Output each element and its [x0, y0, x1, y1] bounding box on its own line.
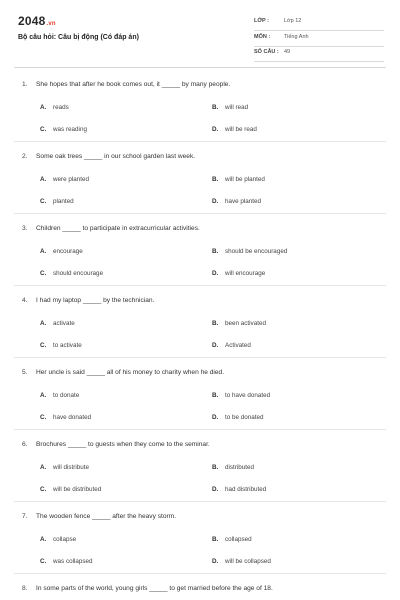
- option-text: collapse: [53, 536, 77, 543]
- question-item: [0, 214, 400, 286]
- option-text: been activated: [225, 320, 266, 327]
- option-letter: D.: [212, 126, 219, 133]
- option-letter: B.: [212, 320, 219, 327]
- meta-subject-row: [254, 31, 384, 47]
- option-b[interactable]: [212, 176, 265, 183]
- question-item: [0, 286, 400, 358]
- option-text: was reading: [53, 126, 87, 133]
- option-letter: A.: [40, 320, 47, 327]
- question-item: [0, 502, 400, 574]
- meta-grade-label: LỚP :: [254, 18, 269, 24]
- logo-domain-suffix: .vn: [46, 21, 56, 27]
- option-text: will be collapsed: [225, 558, 271, 565]
- option-b[interactable]: [212, 392, 270, 399]
- option-b[interactable]: [212, 104, 248, 111]
- question-stem: Brochures _____ to guests when they come to the seminar.: [36, 441, 210, 448]
- meta-subject-value: Tiếng Anh: [284, 34, 309, 40]
- option-a[interactable]: [40, 104, 69, 111]
- option-letter: C.: [40, 126, 47, 133]
- option-text: have donated: [53, 414, 92, 421]
- question-text: [22, 441, 210, 448]
- option-letter: B.: [212, 464, 219, 471]
- option-a[interactable]: [40, 464, 89, 471]
- option-letter: A.: [40, 176, 47, 183]
- option-b[interactable]: [212, 536, 252, 543]
- option-text: planted: [53, 198, 74, 205]
- meta-count-label: SỐ CÂU :: [254, 49, 279, 55]
- question-stem: Some oak trees _____ in our school garden last week.: [36, 153, 196, 160]
- option-text: will be distributed: [53, 486, 102, 493]
- meta-grade-value: Lớp 12: [284, 18, 302, 24]
- option-letter: B.: [212, 248, 219, 255]
- option-letter: D.: [212, 342, 219, 349]
- question-text: [22, 225, 200, 232]
- option-text: were planted: [53, 176, 90, 183]
- option-text: to donate: [53, 392, 80, 399]
- option-text: have planted: [225, 198, 262, 205]
- question-item: [0, 358, 400, 430]
- meta-grade-row: [254, 15, 384, 31]
- option-c[interactable]: [40, 198, 74, 205]
- option-c[interactable]: [40, 342, 82, 349]
- option-text: will encourage: [225, 270, 266, 277]
- question-item: [0, 574, 400, 600]
- meta-subject-label: MÔN :: [254, 34, 271, 40]
- question-number: 1.: [22, 81, 28, 88]
- option-d[interactable]: [212, 198, 261, 205]
- option-letter: D.: [212, 198, 219, 205]
- question-text: [22, 369, 224, 376]
- option-letter: C.: [40, 198, 47, 205]
- option-letter: C.: [40, 342, 47, 349]
- site-logo[interactable]: [18, 14, 56, 28]
- option-text: had distributed: [225, 486, 267, 493]
- option-letter: C.: [40, 414, 47, 421]
- option-letter: D.: [212, 486, 219, 493]
- option-letter: D.: [212, 270, 219, 277]
- option-b[interactable]: [212, 248, 287, 255]
- option-d[interactable]: [212, 414, 264, 421]
- option-c[interactable]: [40, 486, 101, 493]
- option-c[interactable]: [40, 126, 87, 133]
- question-item: [0, 70, 400, 142]
- option-text: to have donated: [225, 392, 271, 399]
- meta-count-value: 49: [284, 49, 291, 55]
- question-item: [0, 430, 400, 502]
- option-a[interactable]: [40, 320, 75, 327]
- question-stem: The wooden fence _____ after the heavy storm.: [36, 513, 177, 520]
- question-number: 6.: [22, 441, 28, 448]
- option-text: should be encouraged: [225, 248, 288, 255]
- question-stem: In some parts of the world, young girls _____ to get married before the age of 18.: [36, 585, 273, 592]
- option-text: encourage: [53, 248, 83, 255]
- question-number: 2.: [22, 153, 28, 160]
- option-text: should encourage: [53, 270, 104, 277]
- option-text: Activated: [225, 342, 251, 349]
- question-number: 3.: [22, 225, 28, 232]
- option-letter: B.: [212, 176, 219, 183]
- question-text: [22, 585, 273, 592]
- option-text: collapsed: [225, 536, 252, 543]
- option-d[interactable]: [212, 486, 266, 493]
- option-a[interactable]: [40, 248, 83, 255]
- option-letter: B.: [212, 536, 219, 543]
- question-stem: Her uncle is said _____ all of his money to charity when he died.: [36, 369, 225, 376]
- logo-main-text: 2048: [18, 14, 46, 28]
- option-text: will distribute: [53, 464, 90, 471]
- option-letter: A.: [40, 392, 47, 399]
- option-letter: C.: [40, 558, 47, 565]
- option-text: reads: [53, 104, 69, 111]
- option-letter: B.: [212, 104, 219, 111]
- option-c[interactable]: [40, 270, 103, 277]
- option-text: to activate: [53, 342, 82, 349]
- question-text: [22, 81, 230, 88]
- option-text: activate: [53, 320, 75, 327]
- question-text: [22, 153, 195, 160]
- option-letter: C.: [40, 270, 47, 277]
- option-text: will read: [225, 104, 249, 111]
- option-d[interactable]: [212, 126, 257, 133]
- question-item: [0, 142, 400, 214]
- option-letter: C.: [40, 486, 47, 493]
- option-text: to be donated: [225, 414, 264, 421]
- option-letter: A.: [40, 104, 47, 111]
- option-text: distributed: [225, 464, 255, 471]
- question-number: 8.: [22, 585, 28, 592]
- question-text: [22, 297, 154, 304]
- question-text: [22, 513, 176, 520]
- header-divider: [14, 67, 386, 68]
- option-text: will be planted: [225, 176, 265, 183]
- option-b[interactable]: [212, 464, 254, 471]
- option-letter: A.: [40, 464, 47, 471]
- document-header: [0, 0, 400, 66]
- option-letter: D.: [212, 414, 219, 421]
- option-c[interactable]: [40, 414, 91, 421]
- option-letter: A.: [40, 248, 47, 255]
- option-text: will be read: [225, 126, 257, 133]
- option-text: was collapsed: [53, 558, 93, 565]
- option-d[interactable]: [212, 342, 251, 349]
- meta-count-row: [254, 46, 384, 62]
- option-a[interactable]: [40, 176, 89, 183]
- question-number: 7.: [22, 513, 28, 520]
- question-stem: She hopes that after he book comes out, it _____ by many people.: [36, 81, 231, 88]
- option-a[interactable]: [40, 392, 79, 399]
- option-d[interactable]: [212, 270, 265, 277]
- option-letter: D.: [212, 558, 219, 565]
- document-title: Bộ câu hỏi: Câu bị động (Có đáp án): [18, 34, 139, 41]
- question-number: 4.: [22, 297, 28, 304]
- option-letter: B.: [212, 392, 219, 399]
- option-a[interactable]: [40, 536, 76, 543]
- question-stem: Children _____ to participate in extracurricular activities.: [36, 225, 200, 232]
- option-letter: A.: [40, 536, 47, 543]
- question-number: 5.: [22, 369, 28, 376]
- question-stem: I had my laptop _____ by the technician.: [36, 297, 155, 304]
- option-d[interactable]: [212, 558, 271, 565]
- option-c[interactable]: [40, 558, 93, 565]
- option-b[interactable]: [212, 320, 266, 327]
